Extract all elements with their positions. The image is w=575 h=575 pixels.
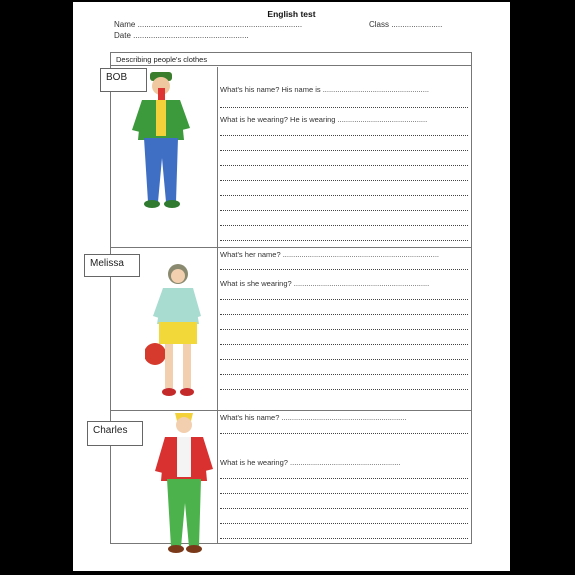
charles-illustration [149,411,221,557]
answer-line[interactable] [220,165,468,166]
answer-line[interactable] [220,523,468,524]
name-label-bob: BOB [100,68,147,92]
answer-line[interactable] [220,329,468,330]
name-label-charles: Charles [87,421,143,446]
bob-question-wearing: What is he wearing? He is wearing ........................................... [220,115,428,124]
class-field[interactable]: Class ....................... [369,20,443,29]
answer-line[interactable] [220,433,468,434]
answer-line[interactable] [220,538,468,539]
melissa-question-wearing: What is she wearing? ................................................................. [220,279,430,288]
answer-line[interactable] [220,180,468,181]
bob-question-name: What's his name? His name is ................................................... [220,85,429,94]
answer-line[interactable] [220,240,468,241]
charles-question-wearing: What is he wearing? ..................................................... [220,458,401,467]
answer-line[interactable] [220,374,468,375]
answer-line[interactable] [220,210,468,211]
name-label-melissa: Melissa [84,254,140,277]
melissa-illustration [145,260,211,402]
answer-line[interactable] [220,389,468,390]
date-field[interactable]: Date .................................................... [114,31,249,40]
answer-line[interactable] [220,314,468,315]
row-divider-1 [111,247,471,248]
answer-line[interactable] [220,195,468,196]
answer-line[interactable] [220,478,468,479]
answer-line[interactable] [220,269,468,270]
answer-line[interactable] [220,299,468,300]
answer-line[interactable] [220,135,468,136]
bob-illustration [128,70,200,210]
answer-line[interactable] [220,150,468,151]
page-title: English test [267,9,316,19]
charles-question-name: What's his name? ............................................................ [220,413,407,422]
worksheet-page [73,2,510,571]
answer-line[interactable] [220,359,468,360]
answer-line[interactable] [220,225,468,226]
answer-line[interactable] [220,107,468,108]
name-field[interactable]: Name .......................................................................... [114,20,303,29]
answer-line[interactable] [220,508,468,509]
answer-line[interactable] [220,344,468,345]
melissa-question-name: What's her name? ........................................................................... [220,250,439,259]
answer-line[interactable] [220,493,468,494]
section-title: Describing people's clothes [111,53,471,66]
